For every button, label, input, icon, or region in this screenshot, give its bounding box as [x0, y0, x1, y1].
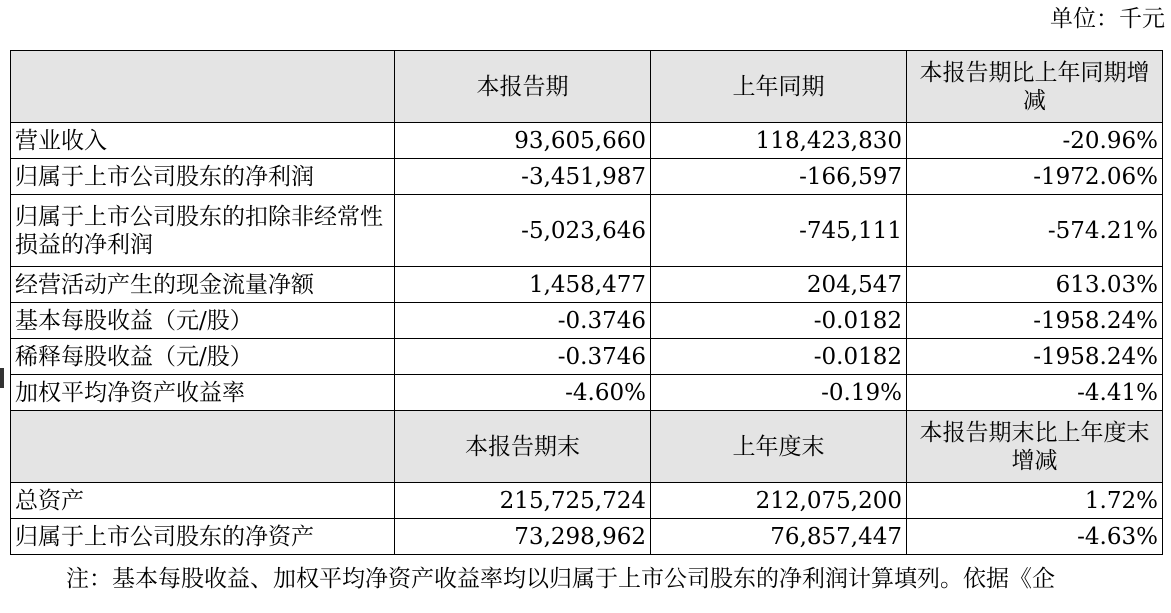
subheader-blank-cell	[11, 411, 395, 483]
table-row	[11, 123, 1163, 159]
change-value: -1958.24%	[907, 303, 1163, 339]
margin-marker	[0, 368, 4, 388]
row-label: 归属于上市公司股东的净资产	[11, 519, 395, 555]
header-end-change: 本报告期末比上年度末增减	[907, 411, 1163, 483]
current-value: -0.3746	[395, 303, 651, 339]
prior-value: -166,597	[651, 159, 907, 195]
table-row	[11, 195, 1163, 267]
change-value: -1958.24%	[907, 339, 1163, 375]
prior-value: 204,547	[651, 267, 907, 303]
header-period-end: 本报告期末	[395, 411, 651, 483]
table-row	[11, 375, 1163, 411]
current-value: -5,023,646	[395, 195, 651, 267]
prior-value: 76,857,447	[651, 519, 907, 555]
table-row	[11, 267, 1163, 303]
row-label: 归属于上市公司股东的扣除非经常性损益的净利润	[11, 195, 395, 267]
header-prior-period: 上年同期	[651, 51, 907, 123]
change-value: -574.21%	[907, 195, 1163, 267]
row-label: 加权平均净资产收益率	[11, 375, 395, 411]
row-label: 稀释每股收益（元/股）	[11, 339, 395, 375]
financial-table	[10, 50, 1163, 555]
prior-value: 212,075,200	[651, 483, 907, 519]
table-subheader-row	[11, 411, 1163, 483]
current-value: 1,458,477	[395, 267, 651, 303]
table-row	[11, 519, 1163, 555]
prior-value: -0.0182	[651, 303, 907, 339]
header-change: 本报告期比上年同期增减	[907, 51, 1163, 123]
current-value: 215,725,724	[395, 483, 651, 519]
change-value: 1.72%	[907, 483, 1163, 519]
row-label: 总资产	[11, 483, 395, 519]
table-row	[11, 159, 1163, 195]
row-label: 归属于上市公司股东的净利润	[11, 159, 395, 195]
prior-value: -0.0182	[651, 339, 907, 375]
unit-label: 单位：千元	[1050, 6, 1165, 32]
prior-value: 118,423,830	[651, 123, 907, 159]
header-prior-year-end: 上年度末	[651, 411, 907, 483]
table-row	[11, 483, 1163, 519]
change-value: -20.96%	[907, 123, 1163, 159]
header-blank-cell	[11, 51, 395, 123]
change-value: 613.03%	[907, 267, 1163, 303]
prior-value: -745,111	[651, 195, 907, 267]
table-row	[11, 303, 1163, 339]
prior-value: -0.19%	[651, 375, 907, 411]
row-label: 经营活动产生的现金流量净额	[11, 267, 395, 303]
change-value: -1972.06%	[907, 159, 1163, 195]
table-header-row	[11, 51, 1163, 123]
row-label: 营业收入	[11, 123, 395, 159]
current-value: -4.60%	[395, 375, 651, 411]
change-value: -4.41%	[907, 375, 1163, 411]
current-value: -0.3746	[395, 339, 651, 375]
change-value: -4.63%	[907, 519, 1163, 555]
current-value: -3,451,987	[395, 159, 651, 195]
row-label: 基本每股收益（元/股）	[11, 303, 395, 339]
current-value: 93,605,660	[395, 123, 651, 159]
header-current-period: 本报告期	[395, 51, 651, 123]
footnote: 注：基本每股收益、加权平均净资产收益率均以归属于上市公司股东的净利润计算填列。依据《企	[66, 566, 1055, 592]
current-value: 73,298,962	[395, 519, 651, 555]
table-row	[11, 339, 1163, 375]
